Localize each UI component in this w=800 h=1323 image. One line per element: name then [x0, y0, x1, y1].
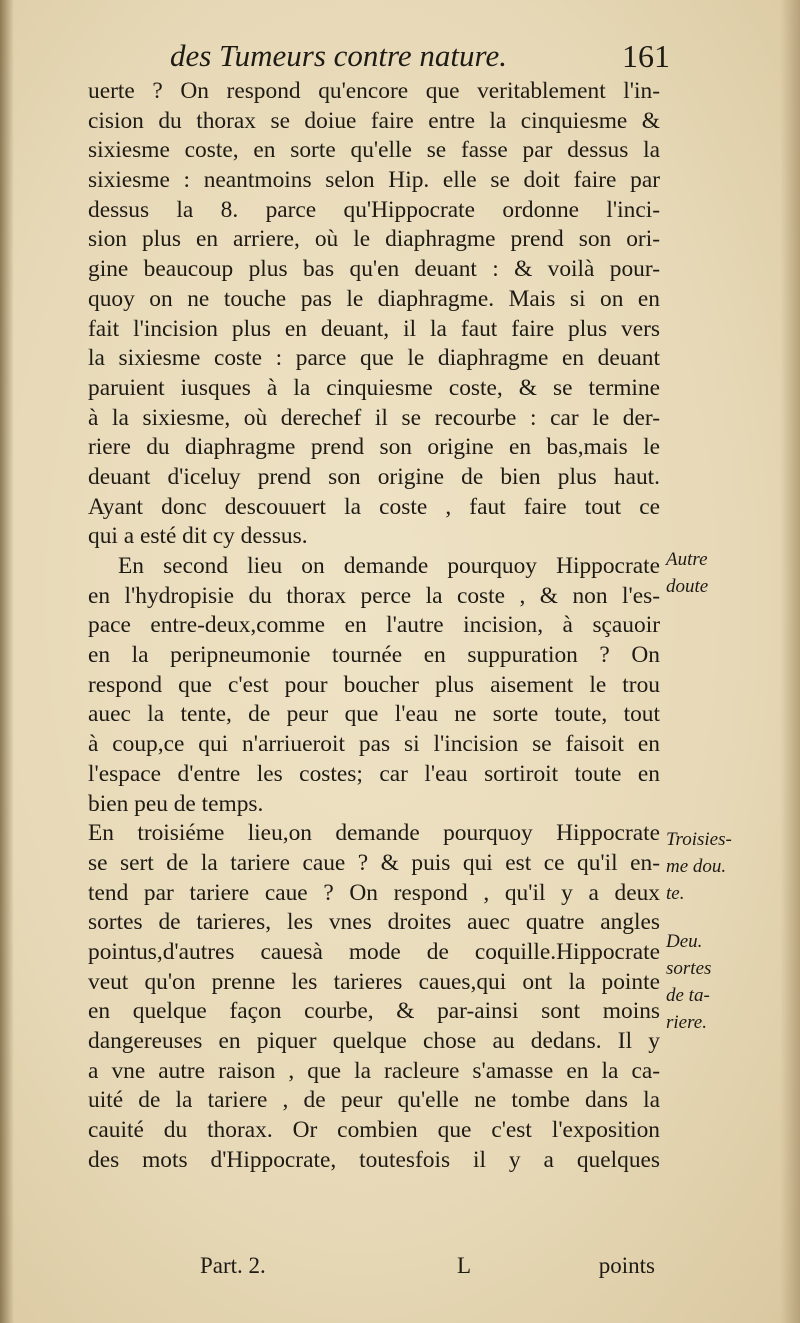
text-line: à coup,ce qui n'arriueroit pas si l'incision se faisoit en — [88, 731, 660, 758]
margin-note-line: Troisies- — [666, 829, 732, 850]
text-line: se sert de la tariere caue ? & puis qui est ce qu'il en- — [88, 849, 660, 876]
margin-note-troisiesme-doute — [666, 826, 746, 907]
running-title: des Tumeurs contre nature. — [170, 38, 507, 73]
text-line: fait l'incision plus en deuant, il la faut faire plus vers — [88, 315, 660, 342]
text-line: tend par tariere caue ? On respond , qu'il y a deux — [88, 879, 660, 906]
text-line: respond que c'est pour boucher plus aisement le trou — [88, 671, 660, 698]
body-text — [88, 77, 660, 1175]
text-line: gine beaucoup plus bas qu'en deuant : & voilà pour- — [88, 256, 660, 283]
text-line: pointus,d'autres cauesà mode de coquille.Hippocrate — [88, 938, 660, 965]
signature-mark: Part. 2. — [200, 1253, 266, 1278]
text-line: bien peu de temps. — [88, 790, 264, 817]
text-line: En second lieu on demande pourquoy Hippocrate — [118, 553, 660, 579]
text-line: sortes de tarieres, les vnes droites auec quatre angles — [88, 909, 660, 936]
text-line: deuant d'iceluy prend son origine de bien plus haut. — [88, 463, 660, 490]
text-line: uité de la tariere , de peur qu'elle ne tombe dans la — [88, 1087, 660, 1114]
text-line: uerte ? On respond qu'encore que veritablement l'in- — [88, 78, 660, 104]
margin-note-line: riere. — [666, 1012, 707, 1033]
margin-note-line: de ta- — [666, 985, 710, 1006]
margin-note-line: Autre — [666, 549, 708, 570]
page-header — [170, 38, 670, 78]
text-line: sixiesme coste, en sorte qu'elle se fasse par dessus la — [88, 137, 660, 164]
text-line: à la sixiesme, où derechef il se recourbe : car le der- — [88, 404, 660, 431]
text-line: la sixiesme coste : parce que le diaphragme en deuant — [88, 345, 660, 372]
text-line: Ayant donc descouuert la coste , faut faire tout ce — [88, 493, 660, 520]
margin-note-line: me dou. — [666, 856, 727, 877]
catchword: points — [598, 1253, 655, 1278]
text-line: dessus la 8. parce qu'Hippocrate ordonne l'inci- — [88, 196, 660, 223]
margin-note-line: Deu. — [666, 931, 703, 952]
text-line: En troisiéme lieu,on demande pourquoy Hippocrate — [88, 820, 660, 847]
page-footer — [200, 1253, 655, 1285]
margin-note-line: doute — [666, 576, 709, 597]
text-line: pace entre-deux,comme en l'autre incision, à sçauoir — [88, 612, 660, 639]
text-line: quoy on ne touche pas le diaphragme. Mais si on en — [88, 285, 660, 312]
text-line: dangereuses en piquer quelque chose au dedans. Il y — [88, 1028, 660, 1054]
text-line: sion plus en arriere, où le diaphragme prend son ori- — [88, 226, 660, 253]
margin-note-line: sortes — [666, 958, 712, 979]
text-line: en la peripneumonie tournée en suppuration ? On — [88, 642, 660, 669]
text-line: riere du diaphragme prend son origine en bas,mais le — [88, 434, 660, 461]
margin-note-line: te. — [666, 883, 685, 904]
text-line: a vne autre raison , que la racleure s'amasse en la ca- — [88, 1057, 660, 1084]
text-line: qui a esté dit cy dessus. — [88, 523, 308, 550]
margin-note-deux-sortes — [666, 928, 746, 1036]
text-line: sixiesme : neantmoins selon Hip. elle se doit faire par — [88, 167, 660, 194]
text-line: paruient iusques à la cinquiesme coste, & se termine — [88, 374, 660, 401]
text-line: cision du thorax se doiue faire entre la cinquiesme & — [88, 107, 660, 134]
margin-note-autre-doute — [666, 546, 746, 600]
signature-letter: L — [457, 1253, 472, 1278]
text-line: en l'hydropisie du thorax perce la coste , & non l'es- — [88, 582, 660, 609]
text-line: veut qu'on prenne les tarieres caues,qui ont la pointe — [88, 968, 660, 995]
text-line: auec la tente, de peur que l'eau ne sorte toute, tout — [88, 701, 660, 728]
text-line: en quelque façon courbe, & par-ainsi sont moins — [88, 998, 660, 1025]
page-number: 161 — [622, 38, 670, 74]
text-line: cauité du thorax. Or combien que c'est l'exposition — [88, 1117, 660, 1144]
text-line: l'espace d'entre les costes; car l'eau sortiroit toute en — [88, 760, 660, 787]
text-line: des mots d'Hippocrate, toutesfois il y a quelques — [88, 1146, 660, 1173]
